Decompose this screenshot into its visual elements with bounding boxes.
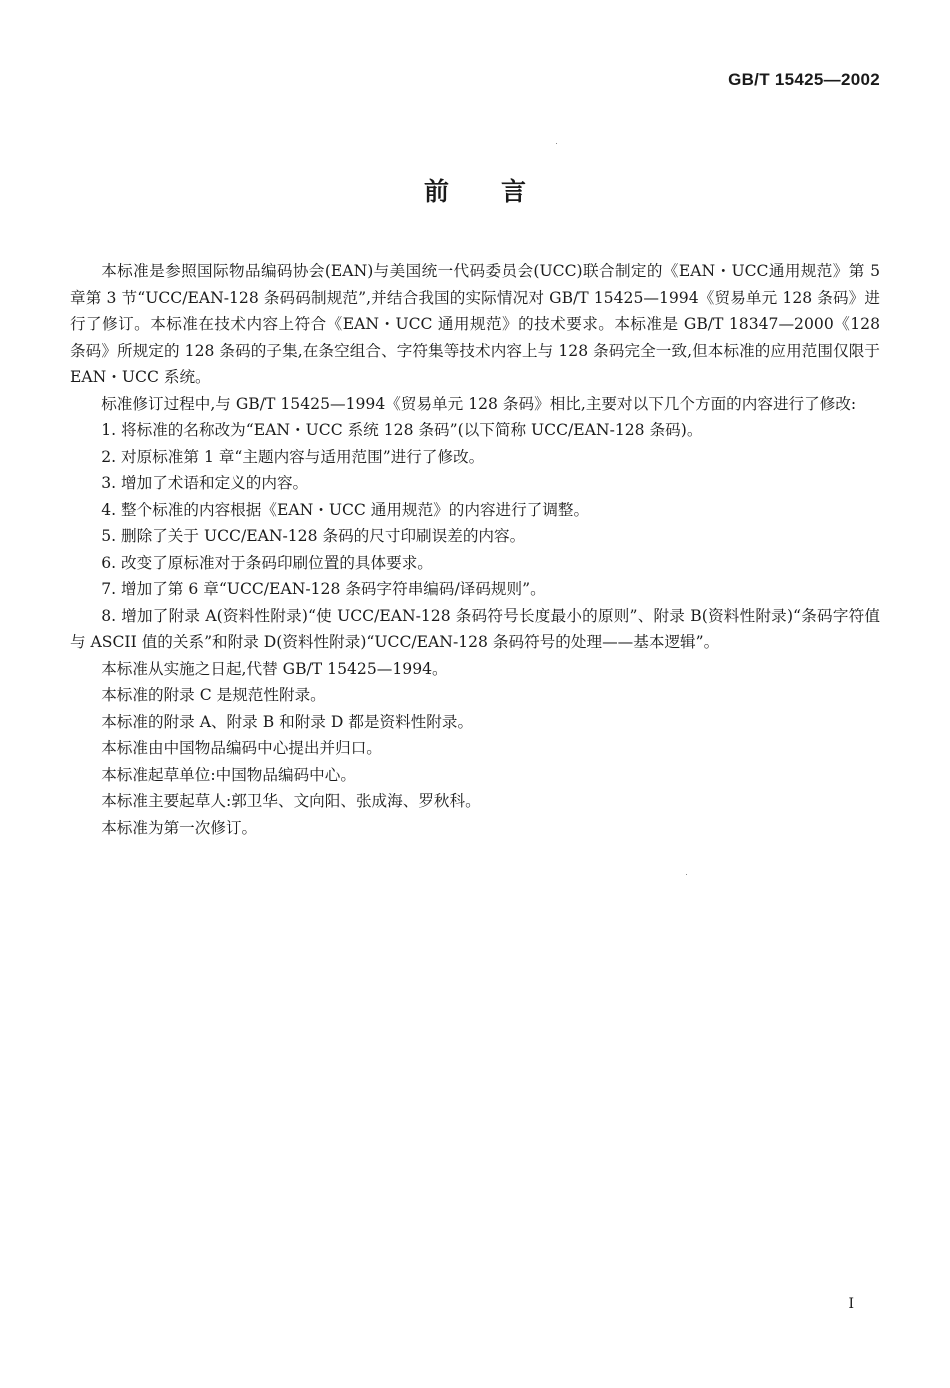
revision-item-8: 8. 增加了附录 A(资料性附录)“使 UCC/EAN-128 条码符号长度最小的原则”、附录 B(资料性附录)“条码字符值与 ASCII 值的关系”和附录 D(资料性附录)“UCC/EAN-128 条码符号的处理——基本逻辑”。 bbox=[70, 606, 880, 651]
page-number: I bbox=[848, 1296, 854, 1312]
paragraph-replaces: 本标准从实施之日起,代替 GB/T 15425—1994。 bbox=[101, 659, 448, 678]
revision-item-4: 4. 整个标准的内容根据《EAN・UCC 通用规范》的内容进行了调整。 bbox=[101, 500, 590, 519]
paragraph-revision-count: 本标准为第一次修订。 bbox=[101, 818, 258, 837]
paragraph-informative-annexes: 本标准的附录 A、附录 B 和附录 D 都是资料性附录。 bbox=[101, 712, 474, 731]
revision-item-5: 5. 删除了关于 UCC/EAN-128 条码的尺寸印刷误差的内容。 bbox=[101, 527, 526, 545]
revision-item-2: 2. 对原标准第 1 章“主题内容与适用范围”进行了修改。 bbox=[101, 447, 485, 466]
page-title: 前言 bbox=[423, 177, 578, 206]
paragraph-proposer: 本标准由中国物品编码中心提出并归口。 bbox=[101, 739, 382, 757]
foreword-body bbox=[70, 258, 880, 841]
revision-item-3: 3. 增加了术语和定义的内容。 bbox=[101, 474, 309, 492]
paragraph-drafters: 本标准主要起草人:郭卫华、文向阳、张成海、罗秋科。 bbox=[101, 792, 481, 810]
standard-code: GB/T 15425—2002 bbox=[728, 70, 880, 89]
scan-speck bbox=[686, 874, 687, 875]
scan-speck bbox=[556, 143, 557, 144]
paragraph-revision-summary: 标准修订过程中,与 GB/T 15425—1994《贸易单元 128 条码》相比,主要对以下几个方面的内容进行了修改: bbox=[101, 394, 857, 413]
paragraph-intro: 本标准是参照国际物品编码协会(EAN)与美国统一代码委员会(UCC)联合制定的《EAN・UCC通用规范》第 5 章第 3 节“UCC/EAN-128 条码码制规范”,并结合我国的实际情况对 GB/T 15425—1994《贸易单元 128 条码》进行了修订。本标准在技术内容上符合《EAN・UCC 通用规范》的技术要求。本标准是 GB/T 18347—2000《128 条码》所规定的 128 条码的子集,在条空组合、字符集等技术内容上与 128 条码完全一致,但本标准的应用范围仅限于 EAN・UCC 系统。 bbox=[70, 262, 880, 386]
paragraph-drafting-unit: 本标准起草单位:中国物品编码中心。 bbox=[101, 765, 356, 784]
revision-item-7: 7. 增加了第 6 章“UCC/EAN-128 条码字符串编码/译码规则”。 bbox=[101, 580, 546, 598]
paragraph-normative-annex: 本标准的附录 C 是规范性附录。 bbox=[101, 686, 326, 704]
revision-item-6: 6. 改变了原标准对于条码印刷位置的具体要求。 bbox=[101, 553, 433, 572]
revision-item-1: 1. 将标准的名称改为“EAN・UCC 系统 128 条码”(以下简称 UCC/EAN-128 条码)。 bbox=[101, 421, 703, 439]
